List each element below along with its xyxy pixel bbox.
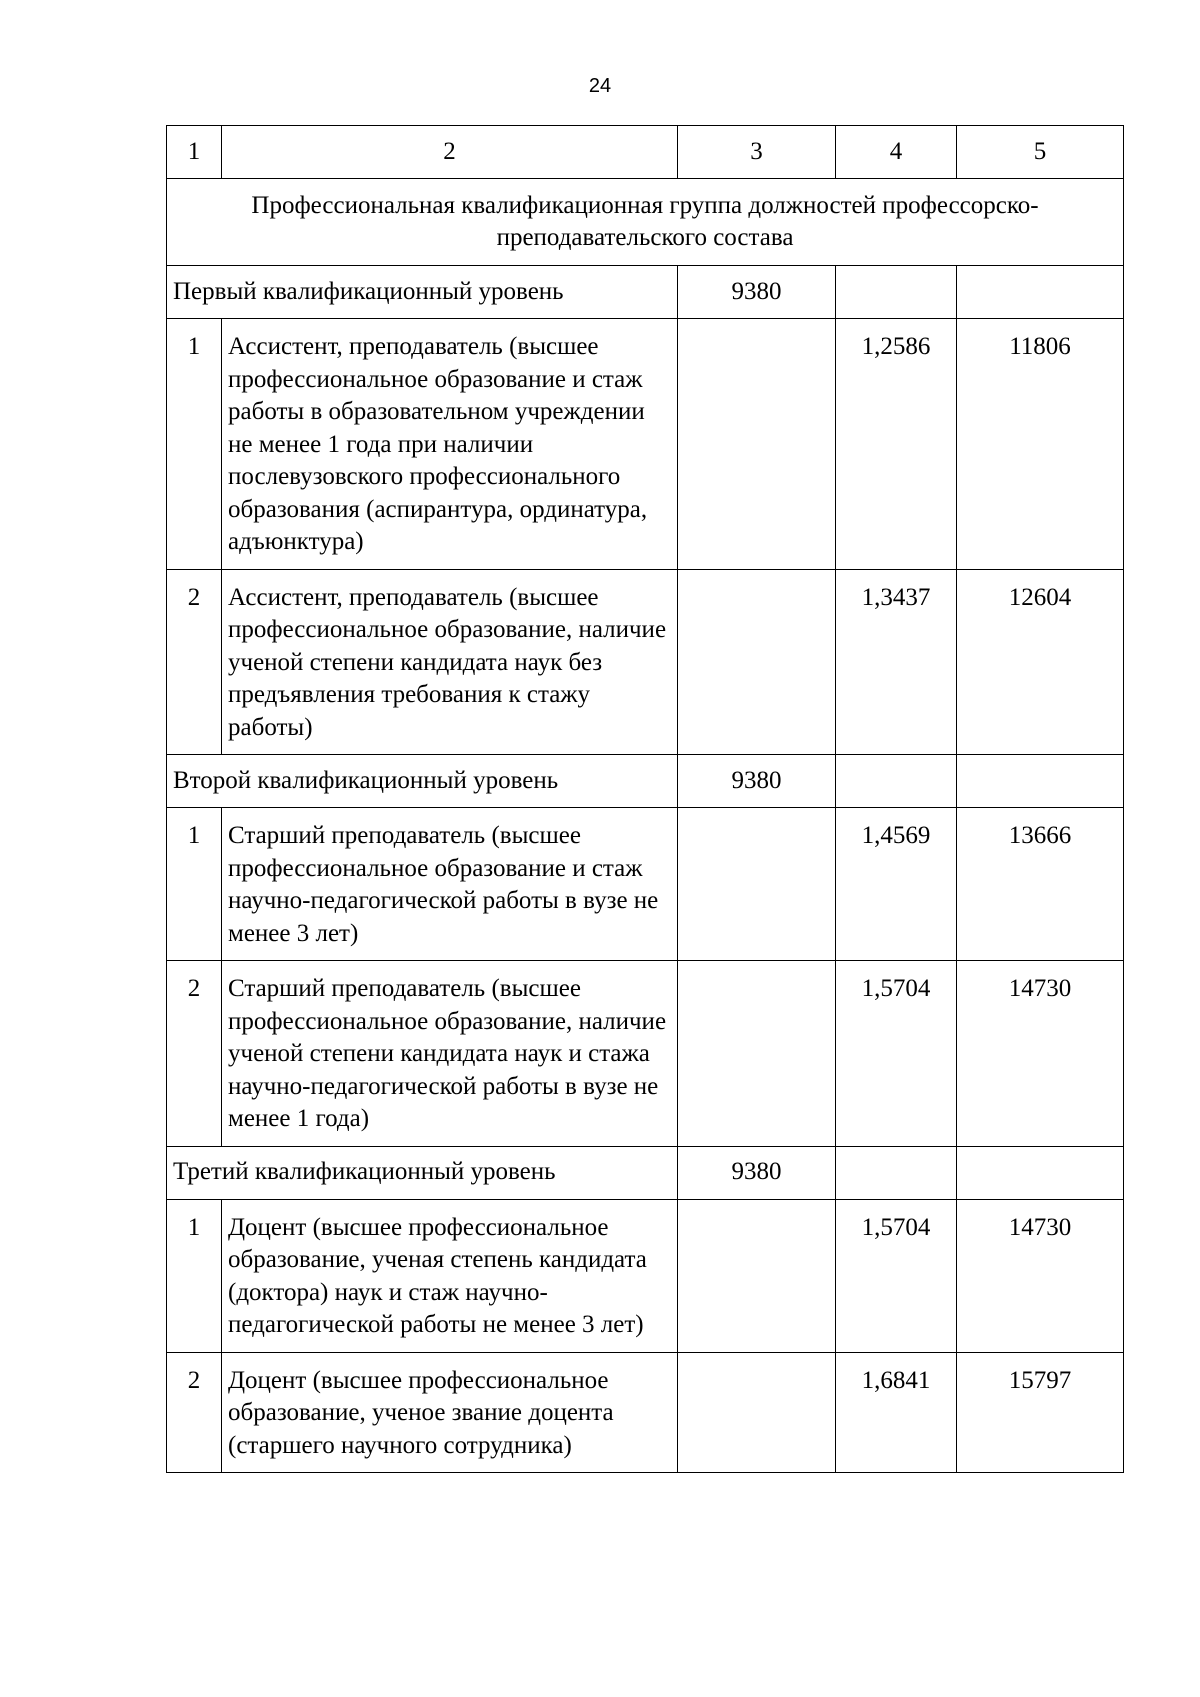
level-title: Второй квалификационный уровень: [167, 755, 678, 808]
column-header: 5: [957, 126, 1124, 179]
salary-table: [166, 125, 1124, 1473]
item-number: 2: [167, 569, 222, 755]
item-number: 2: [167, 1352, 222, 1473]
item-salary: 14730: [957, 1199, 1124, 1352]
item-description: Доцент (высшее профессиональное образование, ученое звание доцента (старшего научного сотрудника): [222, 1352, 678, 1473]
empty-cell: [678, 569, 836, 755]
table-row: [167, 808, 1124, 961]
level-base-salary: 9380: [678, 1146, 836, 1199]
table-row: [167, 961, 1124, 1147]
item-coefficient: 1,3437: [836, 569, 957, 755]
level-row: [167, 1146, 1124, 1199]
column-header: 4: [836, 126, 957, 179]
item-description: Ассистент, преподаватель (высшее профессиональное образование, наличие ученой степени кандидата наук без предъявления требования к стажу работы): [222, 569, 678, 755]
item-coefficient: 1,6841: [836, 1352, 957, 1473]
table-header-row: [167, 126, 1124, 179]
item-coefficient: 1,5704: [836, 1199, 957, 1352]
column-header: 2: [222, 126, 678, 179]
empty-cell: [678, 319, 836, 570]
item-description: Старший преподаватель (высшее профессиональное образование, наличие ученой степени кандидата наук и стажа научно-педагогической работы в вузе не менее 1 года): [222, 961, 678, 1147]
level-base-salary: 9380: [678, 755, 836, 808]
level-title: Третий квалификационный уровень: [167, 1146, 678, 1199]
item-description: Старший преподаватель (высшее профессиональное образование и стаж научно-педагогической работы в вузе не менее 3 лет): [222, 808, 678, 961]
item-number: 1: [167, 319, 222, 570]
item-coefficient: 1,4569: [836, 808, 957, 961]
empty-cell: [678, 1352, 836, 1473]
table-row: [167, 1352, 1124, 1473]
empty-cell: [678, 961, 836, 1147]
item-number: 2: [167, 961, 222, 1147]
empty-cell: [678, 1199, 836, 1352]
item-salary: 13666: [957, 808, 1124, 961]
empty-cell: [836, 755, 957, 808]
item-description: Доцент (высшее профессиональное образование, ученая степень кандидата (доктора) наук и стаж научно-педагогической работы не менее 3 лет): [222, 1199, 678, 1352]
item-salary: 15797: [957, 1352, 1124, 1473]
level-row: [167, 755, 1124, 808]
column-header: 3: [678, 126, 836, 179]
level-base-salary: 9380: [678, 266, 836, 319]
level-row: [167, 266, 1124, 319]
table-row: [167, 319, 1124, 570]
empty-cell: [957, 755, 1124, 808]
page-number: 24: [588, 75, 612, 97]
item-salary: 11806: [957, 319, 1124, 570]
table-row: [167, 1199, 1124, 1352]
empty-cell: [836, 1146, 957, 1199]
item-coefficient: 1,2586: [836, 319, 957, 570]
table-row: [167, 569, 1124, 755]
group-title-row: [167, 179, 1124, 266]
item-salary: 14730: [957, 961, 1124, 1147]
item-number: 1: [167, 1199, 222, 1352]
empty-cell: [678, 808, 836, 961]
empty-cell: [957, 1146, 1124, 1199]
group-title: Профессиональная квалификационная группа должностей профессорско-преподавательского состава: [167, 179, 1124, 266]
level-title: Первый квалификационный уровень: [167, 266, 678, 319]
item-coefficient: 1,5704: [836, 961, 957, 1147]
item-number: 1: [167, 808, 222, 961]
empty-cell: [957, 266, 1124, 319]
empty-cell: [836, 266, 957, 319]
item-description: Ассистент, преподаватель (высшее профессиональное образование и стаж работы в образовательном учреждении не менее 1 года при наличии послевузовского профессионального образования (аспирантура, ординатура, адъюнктура): [222, 319, 678, 570]
column-header: 1: [167, 126, 222, 179]
item-salary: 12604: [957, 569, 1124, 755]
